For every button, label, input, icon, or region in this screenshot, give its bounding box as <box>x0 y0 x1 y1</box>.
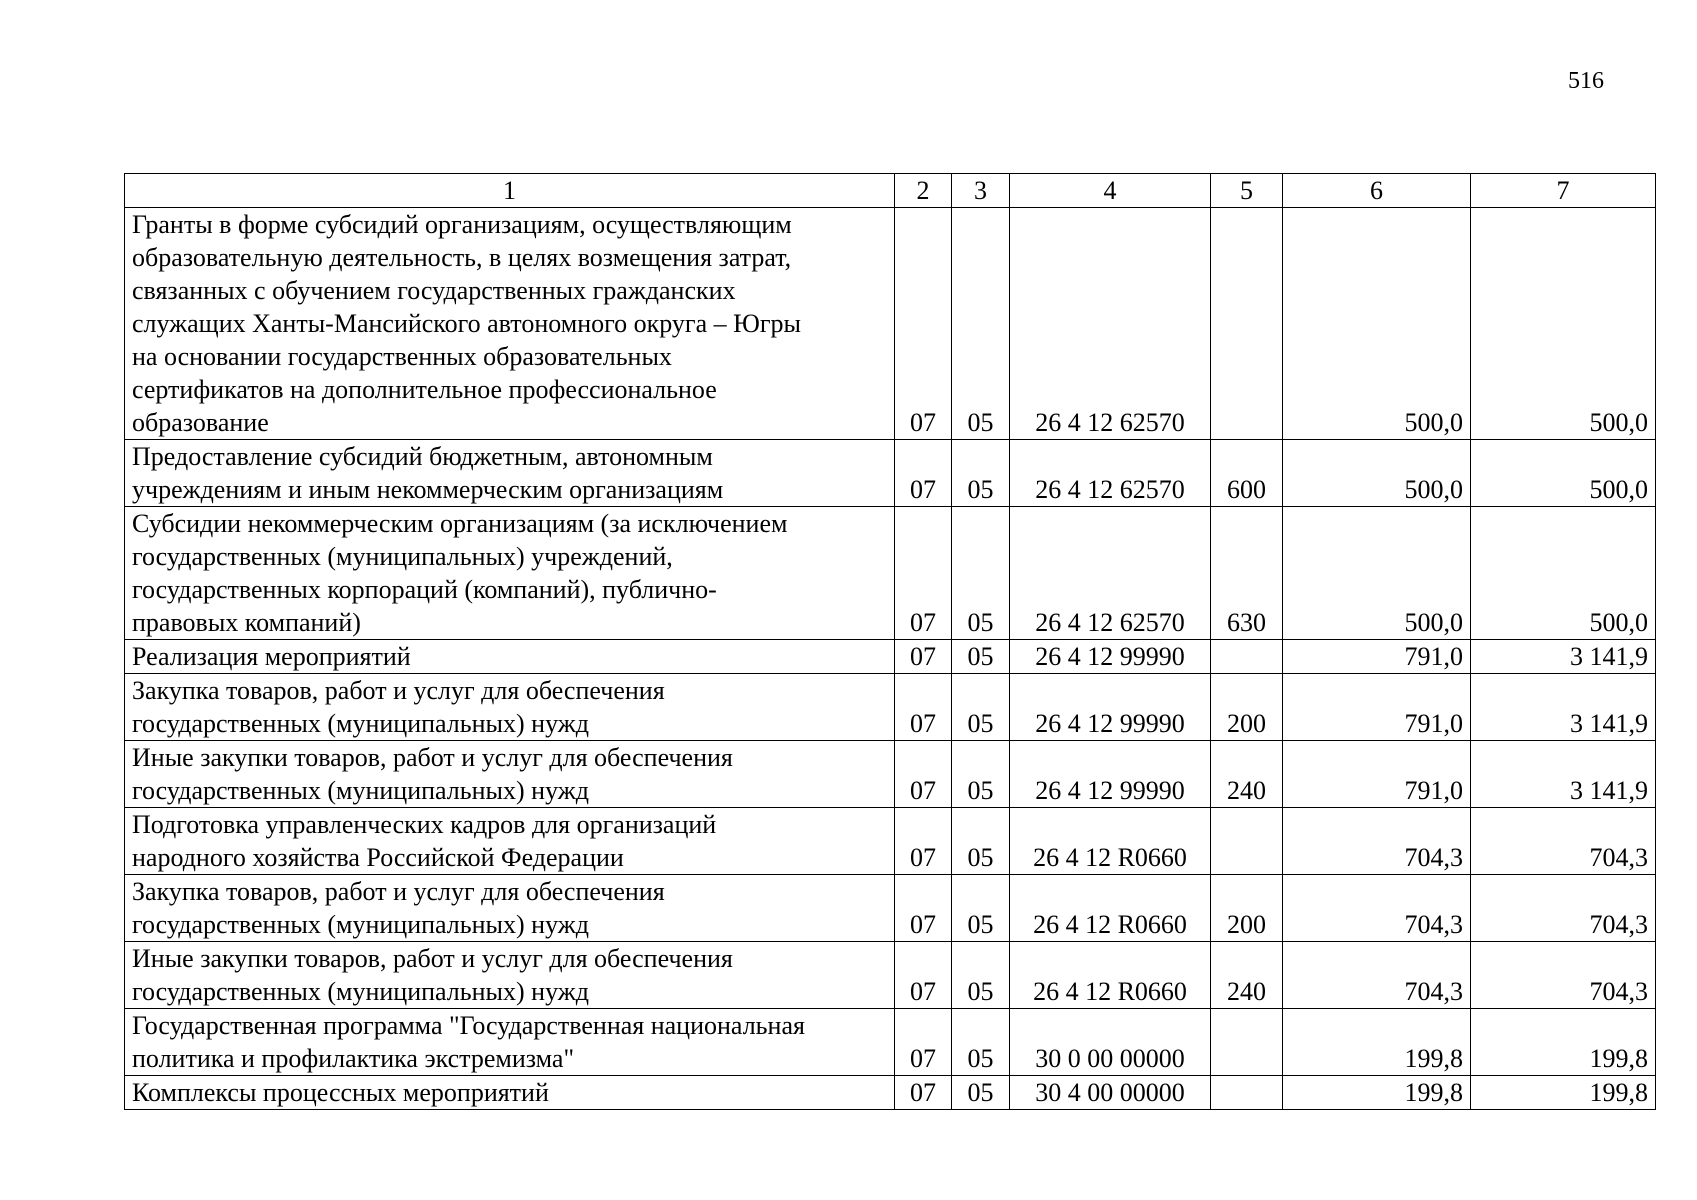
subsection-code: 05 <box>952 808 1010 875</box>
section-code: 07 <box>895 808 952 875</box>
amount-col-7: 704,3 <box>1471 808 1656 875</box>
description-line: образование <box>132 408 269 437</box>
target-article-code: 26 4 12 99990 <box>1010 741 1211 808</box>
description-line: Субсидии некоммерческим организациям (за исключением <box>132 509 788 538</box>
description-line: сертификатов на дополнительное профессиональное <box>132 375 717 404</box>
section-code: 07 <box>895 875 952 942</box>
row-description <box>125 208 895 440</box>
header-cell: 2 <box>895 174 952 208</box>
description-line: правовых компаний) <box>132 608 361 637</box>
subsection-code: 05 <box>952 674 1010 741</box>
description-line: Гранты в форме субсидий организациям, осуществляющим <box>132 210 792 239</box>
target-article-code: 26 4 12 62570 <box>1010 507 1211 640</box>
amount-col-6: 199,8 <box>1283 1009 1471 1076</box>
header-cell: 4 <box>1010 174 1211 208</box>
amount-col-7: 3 141,9 <box>1471 640 1656 674</box>
amount-col-6: 500,0 <box>1283 507 1471 640</box>
amount-col-7: 199,8 <box>1471 1009 1656 1076</box>
header-cell: 5 <box>1211 174 1283 208</box>
subsection-code: 05 <box>952 440 1010 507</box>
description-line: связанных с обучением государственных гражданских <box>132 276 736 305</box>
expense-type-code <box>1211 1009 1283 1076</box>
target-article-code: 26 4 12 R0660 <box>1010 875 1211 942</box>
row-description <box>125 1076 895 1110</box>
amount-col-7: 500,0 <box>1471 208 1656 440</box>
description-line: политика и профилактика экстремизма" <box>132 1044 575 1073</box>
table-row <box>125 208 1656 440</box>
row-description <box>125 942 895 1009</box>
description-line: государственных (муниципальных) нужд <box>132 709 589 738</box>
header-cell: 3 <box>952 174 1010 208</box>
amount-col-6: 704,3 <box>1283 875 1471 942</box>
header-cell: 6 <box>1283 174 1471 208</box>
expense-type-code <box>1211 1076 1283 1110</box>
expense-type-code: 240 <box>1211 741 1283 808</box>
section-code: 07 <box>895 640 952 674</box>
section-code: 07 <box>895 507 952 640</box>
description-line: Подготовка управленческих кадров для организаций <box>132 810 717 839</box>
description-line: Закупка товаров, работ и услуг для обеспечения <box>132 877 665 906</box>
amount-col-7: 199,8 <box>1471 1076 1656 1110</box>
target-article-code: 26 4 12 62570 <box>1010 208 1211 440</box>
subsection-code: 05 <box>952 507 1010 640</box>
row-description <box>125 741 895 808</box>
row-description <box>125 808 895 875</box>
amount-col-6: 791,0 <box>1283 640 1471 674</box>
section-code: 07 <box>895 741 952 808</box>
amount-col-6: 500,0 <box>1283 208 1471 440</box>
amount-col-7: 3 141,9 <box>1471 741 1656 808</box>
target-article-code: 30 4 00 00000 <box>1010 1076 1211 1110</box>
page-number: 516 <box>1568 68 1604 94</box>
subsection-code: 05 <box>952 1076 1010 1110</box>
table-row <box>125 440 1656 507</box>
amount-col-6: 791,0 <box>1283 674 1471 741</box>
expense-type-code <box>1211 640 1283 674</box>
description-line: образовательную деятельность, в целях возмещения затрат, <box>132 243 792 272</box>
description-line: Комплексы процессных мероприятий <box>132 1078 549 1107</box>
table-row <box>125 674 1656 741</box>
target-article-code: 26 4 12 R0660 <box>1010 942 1211 1009</box>
subsection-code: 05 <box>952 208 1010 440</box>
description-line: народного хозяйства Российской Федерации <box>132 843 624 872</box>
section-code: 07 <box>895 942 952 1009</box>
expense-type-code: 630 <box>1211 507 1283 640</box>
expense-type-code <box>1211 208 1283 440</box>
table-row <box>125 808 1656 875</box>
amount-col-7: 500,0 <box>1471 440 1656 507</box>
amount-col-7: 704,3 <box>1471 942 1656 1009</box>
expense-type-code: 200 <box>1211 674 1283 741</box>
description-line: государственных (муниципальных) нужд <box>132 977 589 1006</box>
target-article-code: 26 4 12 62570 <box>1010 440 1211 507</box>
table-body <box>125 208 1656 1110</box>
table-row <box>125 507 1656 640</box>
row-description <box>125 507 895 640</box>
amount-col-6: 500,0 <box>1283 440 1471 507</box>
section-code: 07 <box>895 1009 952 1076</box>
description-line: государственных (муниципальных) нужд <box>132 910 589 939</box>
table-row <box>125 640 1656 674</box>
section-code: 07 <box>895 674 952 741</box>
table-row <box>125 1076 1656 1110</box>
expense-type-code <box>1211 808 1283 875</box>
amount-col-6: 704,3 <box>1283 808 1471 875</box>
amount-col-7: 704,3 <box>1471 875 1656 942</box>
description-line: государственных (муниципальных) нужд <box>132 776 589 805</box>
budget-table <box>124 173 1656 1110</box>
target-article-code: 26 4 12 R0660 <box>1010 808 1211 875</box>
target-article-code: 26 4 12 99990 <box>1010 640 1211 674</box>
description-line: государственных (муниципальных) учреждений, <box>132 542 673 571</box>
amount-col-6: 704,3 <box>1283 942 1471 1009</box>
description-line: учреждениям и иным некоммерческим организациям <box>132 475 724 504</box>
subsection-code: 05 <box>952 640 1010 674</box>
description-line: Предоставление субсидий бюджетным, автономным <box>132 442 713 471</box>
section-code: 07 <box>895 1076 952 1110</box>
table-row <box>125 1009 1656 1076</box>
header-row <box>125 174 1656 208</box>
table-row <box>125 741 1656 808</box>
expense-type-code: 600 <box>1211 440 1283 507</box>
target-article-code: 26 4 12 99990 <box>1010 674 1211 741</box>
expense-type-code: 200 <box>1211 875 1283 942</box>
section-code: 07 <box>895 440 952 507</box>
description-line: на основании государственных образовательных <box>132 342 672 371</box>
subsection-code: 05 <box>952 741 1010 808</box>
subsection-code: 05 <box>952 875 1010 942</box>
row-description <box>125 674 895 741</box>
target-article-code: 30 0 00 00000 <box>1010 1009 1211 1076</box>
description-line: Иные закупки товаров, работ и услуг для обеспечения <box>132 944 733 973</box>
row-description <box>125 875 895 942</box>
header-cell: 1 <box>125 174 895 208</box>
table-row <box>125 875 1656 942</box>
description-line: Государственная программа "Государственная национальная <box>132 1011 805 1040</box>
amount-col-7: 500,0 <box>1471 507 1656 640</box>
description-line: Реализация мероприятий <box>132 642 411 671</box>
row-description <box>125 440 895 507</box>
amount-col-7: 3 141,9 <box>1471 674 1656 741</box>
amount-col-6: 791,0 <box>1283 741 1471 808</box>
row-description <box>125 1009 895 1076</box>
row-description <box>125 640 895 674</box>
expense-type-code: 240 <box>1211 942 1283 1009</box>
header-cell: 7 <box>1471 174 1656 208</box>
subsection-code: 05 <box>952 942 1010 1009</box>
section-code: 07 <box>895 208 952 440</box>
description-line: Закупка товаров, работ и услуг для обеспечения <box>132 676 665 705</box>
description-line: государственных корпораций (компаний), публично- <box>132 575 717 604</box>
subsection-code: 05 <box>952 1009 1010 1076</box>
amount-col-6: 199,8 <box>1283 1076 1471 1110</box>
description-line: служащих Ханты-Мансийского автономного округа – Югры <box>132 309 801 338</box>
description-line: Иные закупки товаров, работ и услуг для обеспечения <box>132 743 733 772</box>
table-row <box>125 942 1656 1009</box>
